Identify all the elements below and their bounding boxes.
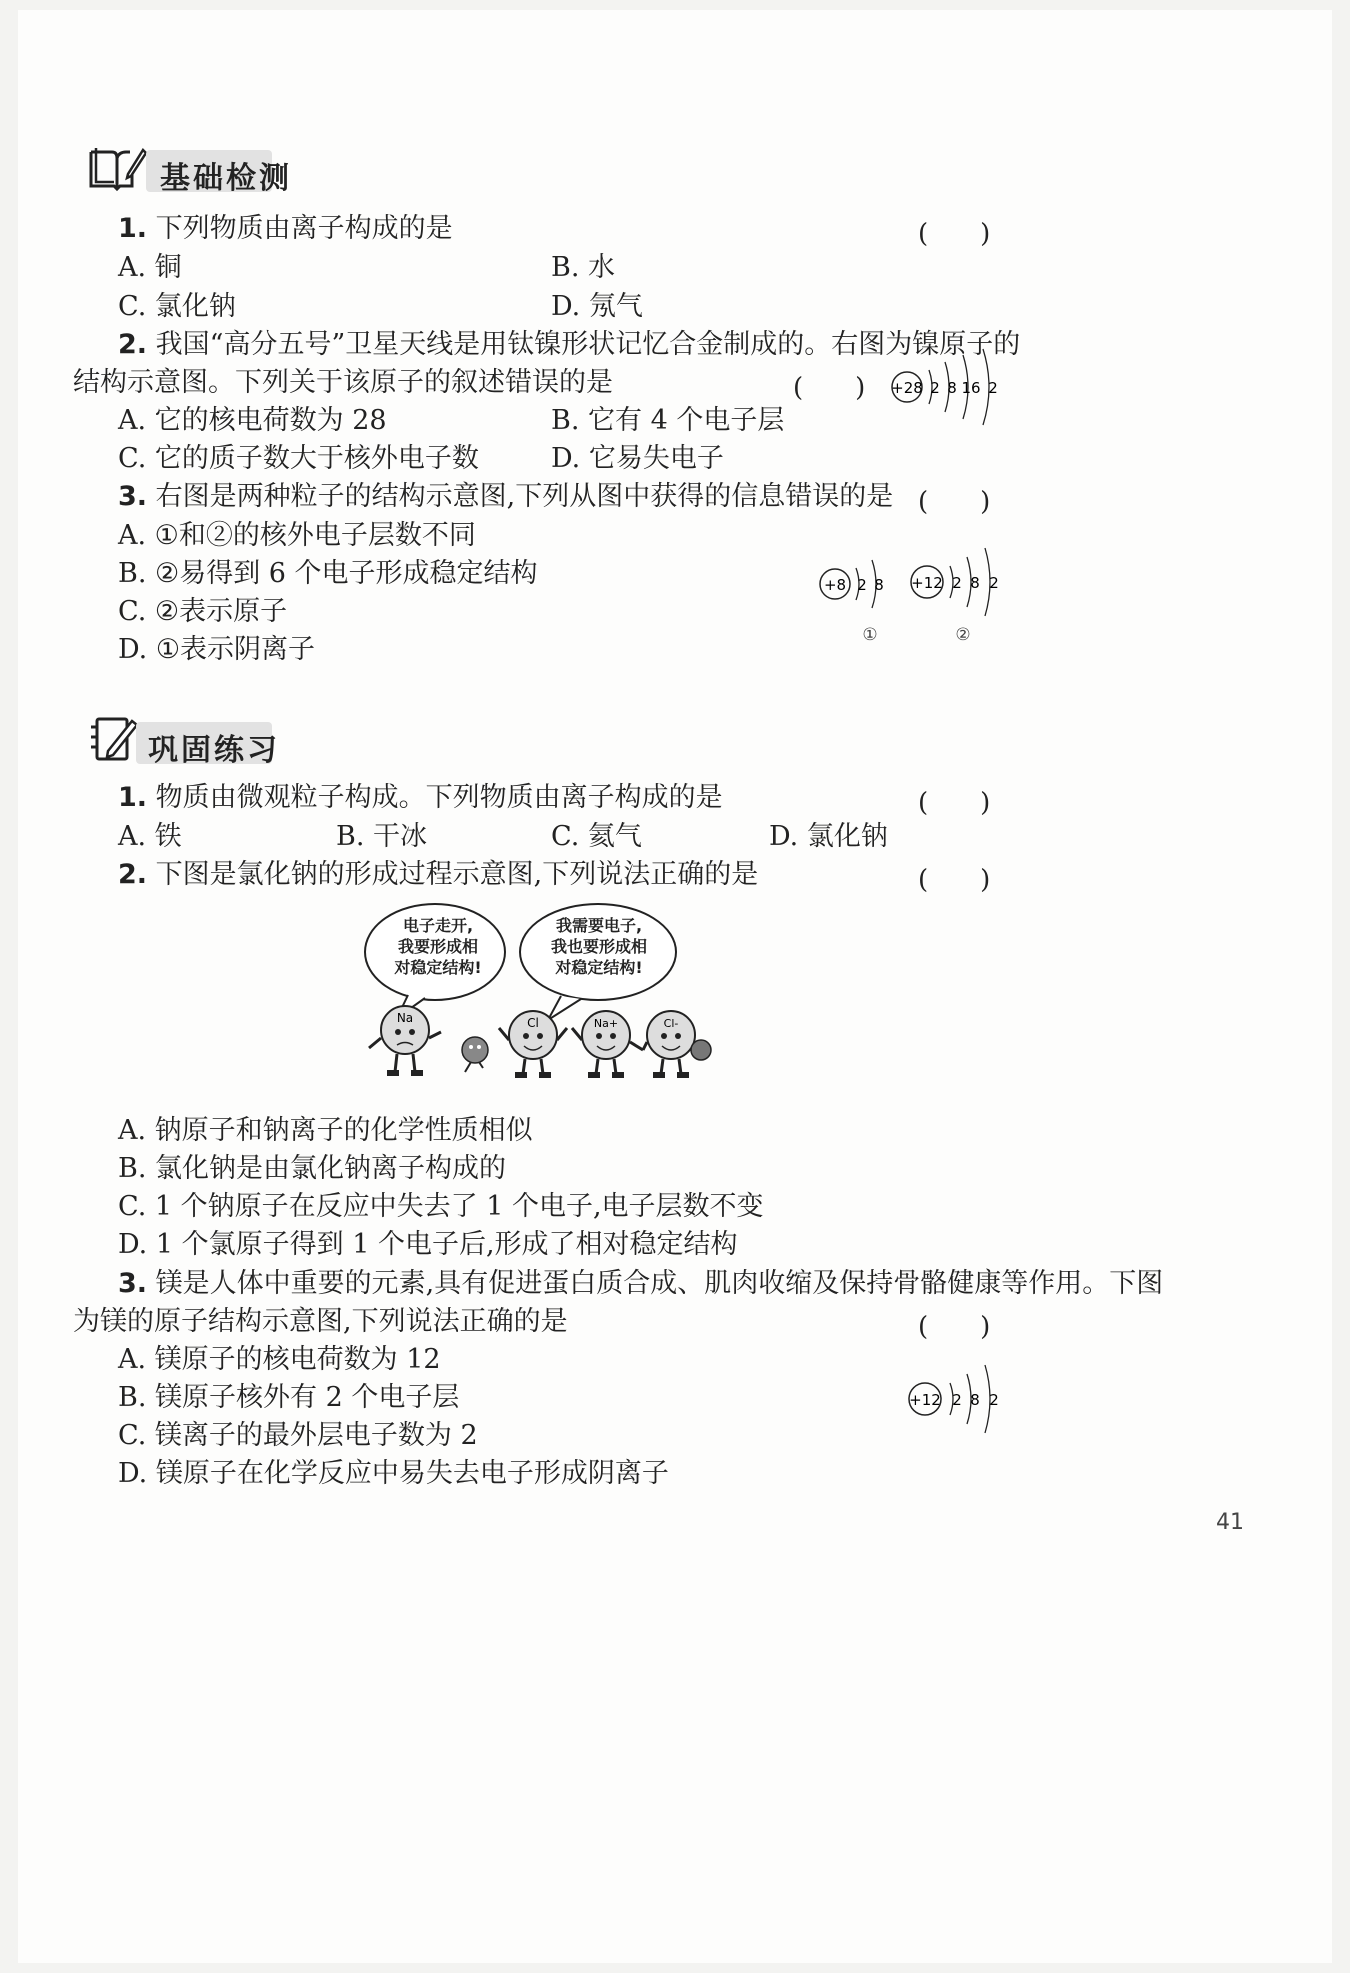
svg-text:Na+: Na+ bbox=[593, 1017, 619, 1030]
shell-4-count: 2 bbox=[988, 379, 998, 397]
question-1-stem bbox=[118, 781, 723, 815]
question-text-line2: 结构示意图。下列关于该原子的叙述错误的是 bbox=[73, 367, 613, 398]
question-text-line2: 为镁的原子结构示意图,下列说法正确的是 bbox=[73, 1306, 568, 1337]
option-d: D. 氖气 bbox=[551, 291, 643, 322]
question-number: 2. bbox=[118, 859, 148, 890]
question-3-stem bbox=[118, 480, 893, 514]
question-3-stem bbox=[118, 1267, 1163, 1301]
question-2-stem bbox=[118, 858, 758, 892]
question-1-stem bbox=[118, 212, 453, 246]
section-title: 巩固练习 bbox=[148, 733, 280, 768]
answer-bracket: ( ) bbox=[918, 788, 991, 818]
particle-2-diagram bbox=[903, 520, 1013, 650]
option-b: B. 镁原子核外有 2 个电子层 bbox=[118, 1382, 460, 1413]
option-a: A. 镁原子的核电荷数为 12 bbox=[118, 1344, 441, 1375]
option-d: D. 它易失电子 bbox=[551, 443, 724, 474]
question-number: 1. bbox=[118, 213, 148, 244]
shell-3-count: 16 bbox=[961, 379, 981, 397]
option-a: A. ①和②的核外电子层数不同 bbox=[118, 520, 476, 551]
question-text: 右图是两种粒子的结构示意图,下列从图中获得的信息错误的是 bbox=[155, 481, 894, 512]
magnesium-atom-diagram bbox=[903, 1355, 1013, 1440]
sodium-ion-character bbox=[572, 1011, 643, 1078]
diagram-label: ① bbox=[862, 625, 878, 645]
nucleus-charge: +12 bbox=[911, 574, 943, 592]
question-text: 镁是人体中重要的元素,具有促进蛋白质合成、肌肉收缩及保持骨骼健康等作用。下图 bbox=[155, 1268, 1164, 1299]
particle-1-diagram bbox=[810, 540, 900, 650]
option-c: C. ②表示原子 bbox=[118, 596, 288, 627]
chloride-ion-character bbox=[643, 1011, 711, 1078]
shell-1-count: 2 bbox=[952, 574, 962, 592]
nickel-atom-diagram bbox=[883, 343, 1013, 428]
textbook-page bbox=[18, 10, 1332, 1963]
option-c: C. 氦气 bbox=[551, 821, 642, 852]
section-title: 基础检测 bbox=[160, 161, 292, 196]
shell-2-count: 8 bbox=[947, 379, 957, 397]
svg-text:Cl-: Cl- bbox=[663, 1017, 679, 1030]
shell-2-count: 8 bbox=[970, 1391, 980, 1409]
shell-1-count: 2 bbox=[930, 379, 940, 397]
option-c: C. 1 个钠原子在反应中失去了 1 个电子,电子层数不变 bbox=[118, 1191, 764, 1222]
shell-1-count: 2 bbox=[952, 1391, 962, 1409]
question-text: 我国“高分五号”卫星天线是用钛镍形状记忆合金制成的。右图为镍原子的 bbox=[155, 329, 1021, 360]
option-a: A. 铜 bbox=[118, 252, 182, 283]
option-b: B. 水 bbox=[551, 252, 616, 283]
answer-bracket: ( ) bbox=[793, 373, 866, 403]
option-c: C. 它的质子数大于核外电子数 bbox=[118, 443, 479, 474]
question-text: 下列物质由离子构成的是 bbox=[155, 213, 453, 244]
speech-bubble-1-text: 电子走开, 我要形成相 对稳定结构! bbox=[394, 916, 482, 977]
question-text: 物质由微观粒子构成。下列物质由离子构成的是 bbox=[155, 782, 723, 813]
nucleus-charge: +8 bbox=[823, 576, 847, 594]
page-number: 41 bbox=[1216, 1510, 1244, 1535]
speech-bubble-2-text: 我需要电子, 我也要形成相 对稳定结构! bbox=[550, 916, 647, 977]
svg-text:Cl: Cl bbox=[527, 1016, 539, 1030]
option-b: B. 干冰 bbox=[336, 821, 428, 852]
nucleus-charge: +12 bbox=[909, 1391, 941, 1409]
option-a: A. 铁 bbox=[118, 821, 182, 852]
electron-character bbox=[462, 1037, 488, 1072]
question-number: 1. bbox=[118, 782, 148, 813]
question-text: 下图是氯化钠的形成过程示意图,下列说法正确的是 bbox=[155, 859, 759, 890]
option-d: D. 1 个氯原子得到 1 个电子后,形成了相对稳定结构 bbox=[118, 1229, 738, 1260]
nucleus-charge: +28 bbox=[891, 379, 923, 397]
answer-bracket: ( ) bbox=[918, 487, 991, 517]
notebook-pencil-icon bbox=[88, 715, 140, 765]
shell-2-count: 8 bbox=[874, 576, 884, 594]
option-d: D. 氯化钠 bbox=[769, 821, 888, 852]
svg-text:Na: Na bbox=[396, 1011, 414, 1025]
option-b: B. ②易得到 6 个电子形成稳定结构 bbox=[118, 558, 538, 589]
question-number: 3. bbox=[118, 1268, 148, 1299]
sodium-atom-character bbox=[369, 1006, 441, 1076]
answer-bracket: ( ) bbox=[918, 865, 991, 895]
option-c: C. 镁离子的最外层电子数为 2 bbox=[118, 1420, 478, 1451]
option-b: B. 它有 4 个电子层 bbox=[551, 405, 785, 436]
option-a: A. 钠原子和钠离子的化学性质相似 bbox=[118, 1115, 533, 1146]
option-b: B. 氯化钠是由氯化钠离子构成的 bbox=[118, 1153, 507, 1184]
answer-bracket: ( ) bbox=[918, 1312, 991, 1342]
question-number: 2. bbox=[118, 329, 148, 360]
book-pencil-icon bbox=[88, 142, 148, 192]
shell-3-count: 2 bbox=[989, 1391, 999, 1409]
option-d: D. ①表示阴离子 bbox=[118, 634, 316, 665]
option-a: A. 它的核电荷数为 28 bbox=[118, 405, 387, 436]
shell-1-count: 2 bbox=[857, 576, 867, 594]
option-d: D. 镁原子在化学反应中易失去电子形成阴离子 bbox=[118, 1458, 669, 1489]
shell-3-count: 2 bbox=[989, 574, 999, 592]
chlorine-atom-character bbox=[499, 1011, 567, 1078]
option-c: C. 氯化钠 bbox=[118, 291, 236, 322]
shell-2-count: 8 bbox=[970, 574, 980, 592]
question-number: 3. bbox=[118, 481, 148, 512]
diagram-label: ② bbox=[955, 625, 971, 645]
answer-bracket: ( ) bbox=[918, 219, 991, 249]
